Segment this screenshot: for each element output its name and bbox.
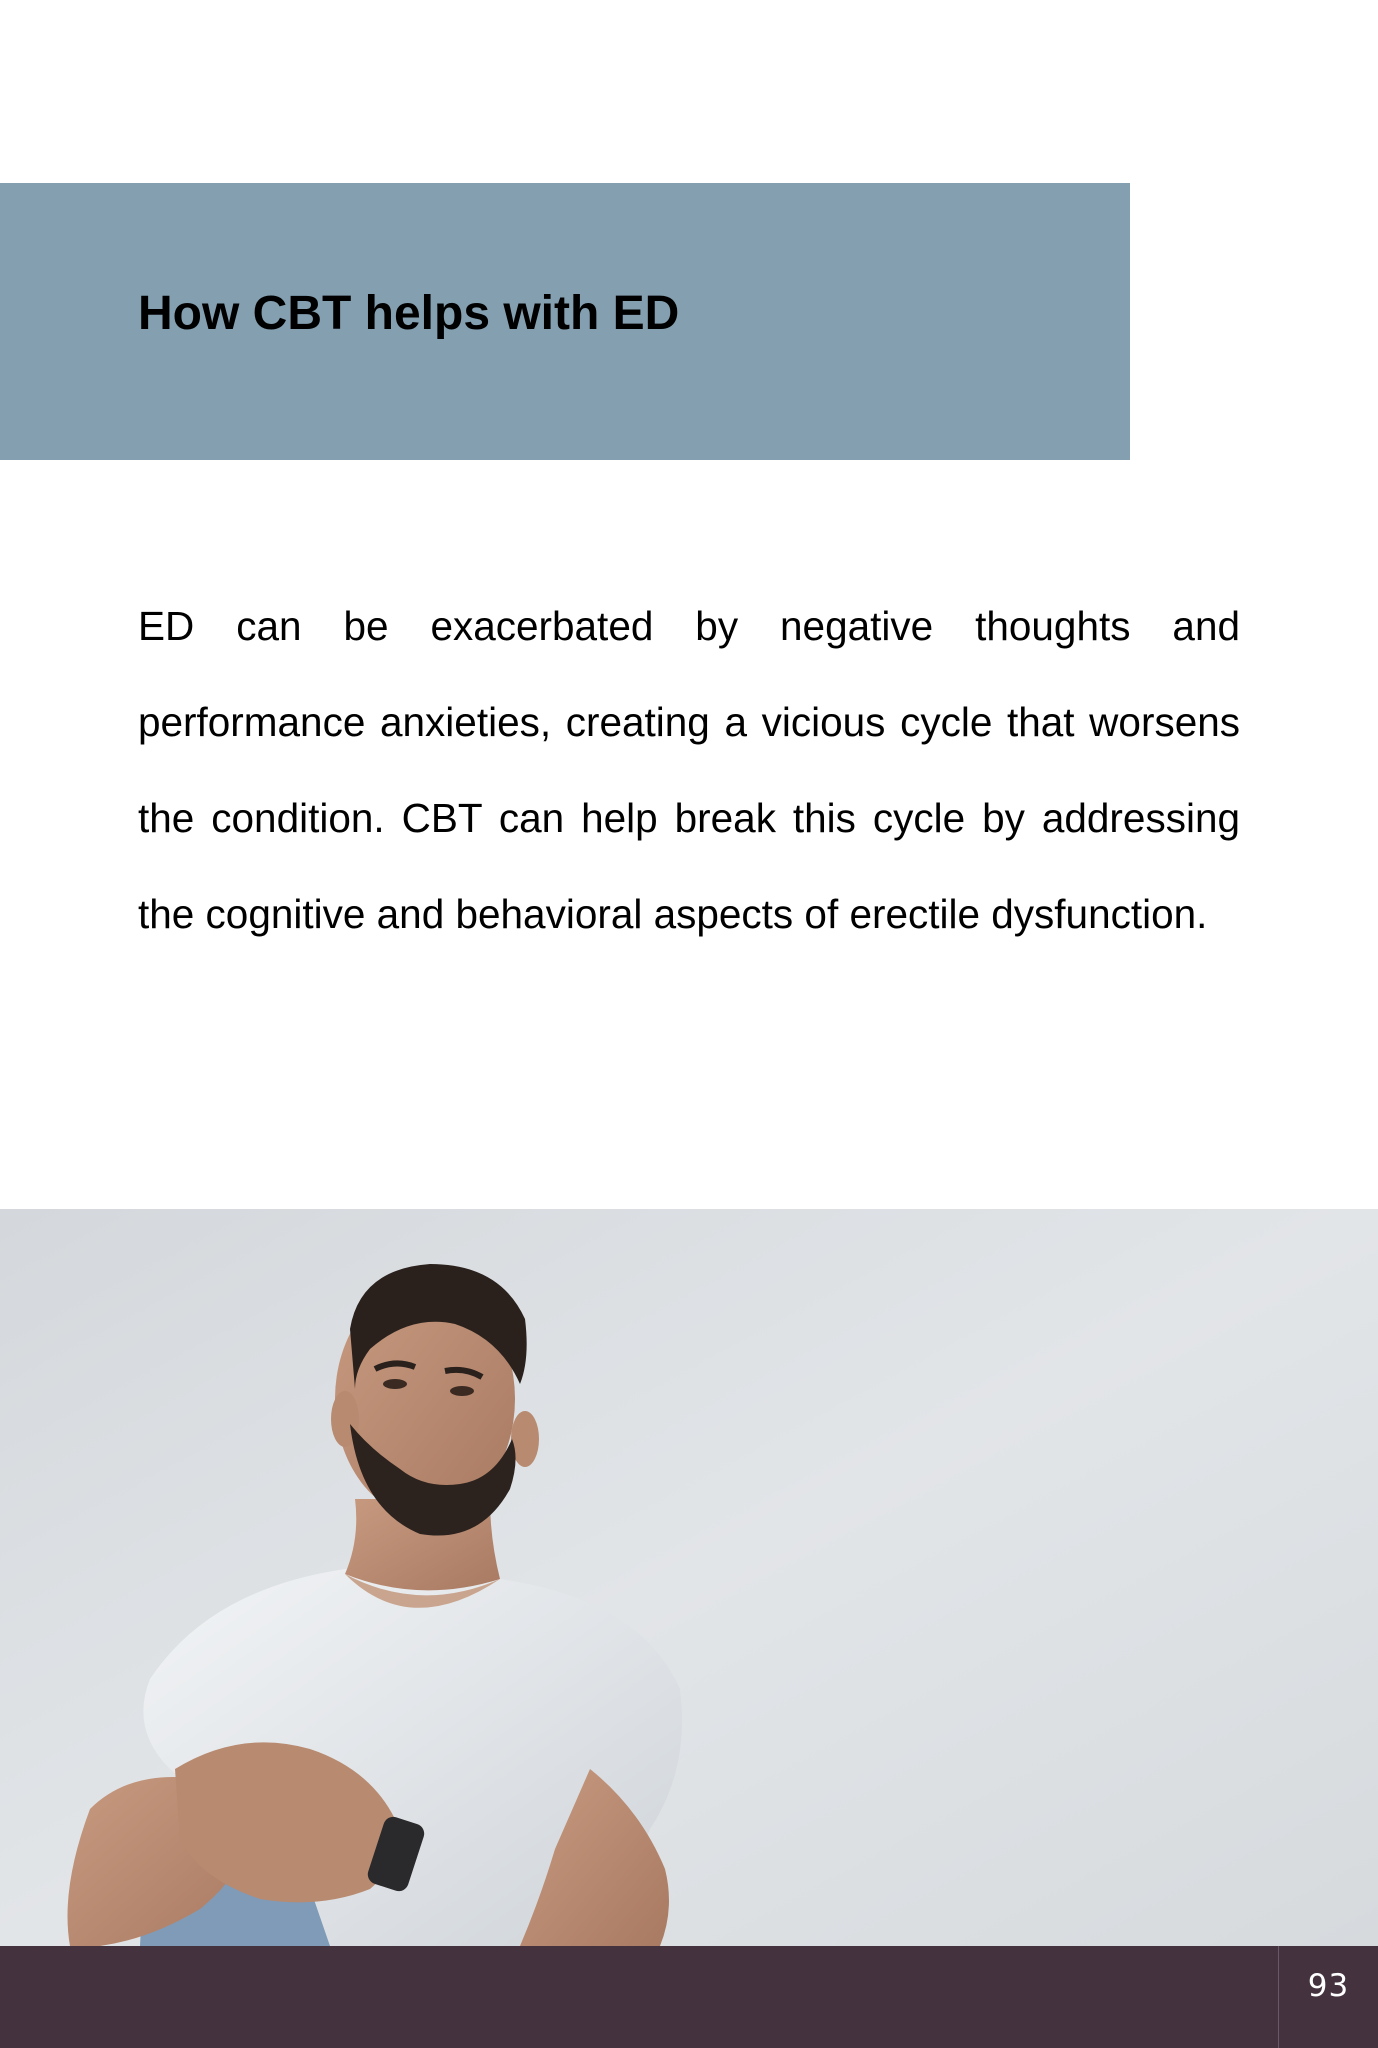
footer-bar [0,1946,1378,2048]
page-title: How CBT helps with ED [138,287,680,340]
hero-photo [0,1209,1378,1946]
body-paragraph: ED can be exacerbated by negative thoughts and performance anxieties, creating a vicious cycle that worsens the condition. CBT can help break this cycle by addressing the cognitive and behavioral aspects of erectile dysfunction. [138,603,1240,937]
page-number: 93 [1307,1968,1350,2004]
